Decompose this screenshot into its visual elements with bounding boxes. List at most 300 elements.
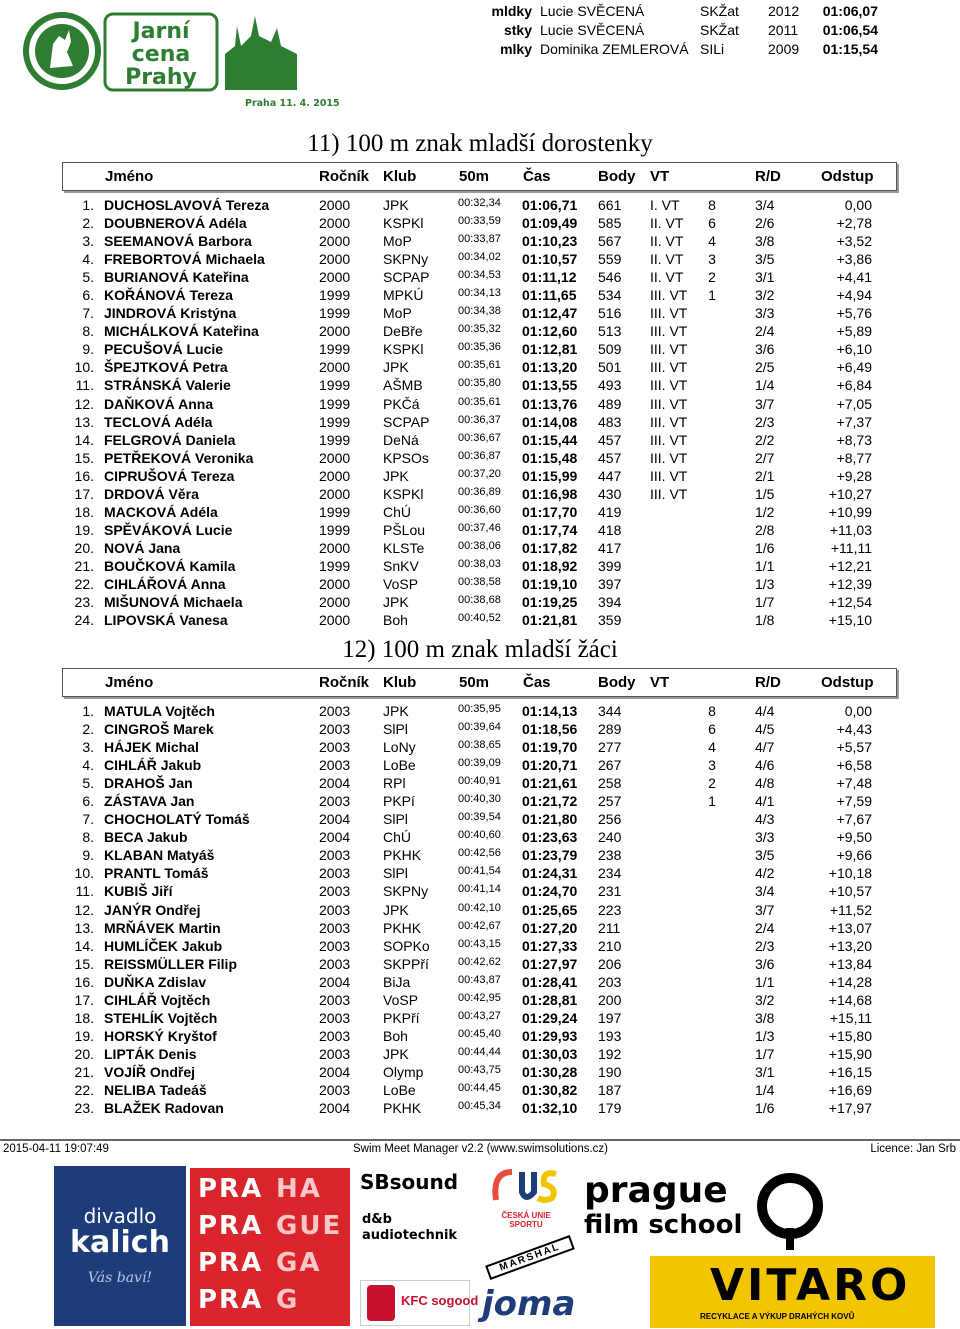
cell-split: 00:41,54: [458, 865, 501, 878]
cell-points: 559: [598, 251, 622, 268]
cell-vt: III. VT: [650, 395, 688, 412]
cell-diff: +10,18: [828, 865, 872, 882]
jarni-cena-prahy-logo: [15, 6, 340, 110]
cell-vt: III. VT: [650, 485, 688, 502]
cell-time: 01:16,98: [522, 485, 578, 502]
cell-points: 203: [598, 973, 622, 990]
cell-year: 1999: [319, 395, 351, 412]
cell-club: KPSOs: [383, 449, 429, 466]
cell-diff: +14,68: [828, 991, 872, 1008]
cell-heat: 3/4: [755, 197, 775, 213]
cell-points: 234: [598, 865, 622, 882]
cell-heat: 4/7: [755, 739, 775, 756]
cell-rank: 10.: [74, 865, 94, 882]
cell-split: 00:42,67: [458, 919, 501, 932]
cell-heat: 3/1: [755, 269, 775, 286]
cell-rank: 7.: [82, 305, 94, 322]
cell-split: 00:34,53: [458, 269, 501, 282]
col-diff: Odstup: [821, 168, 874, 185]
table-header: [62, 162, 897, 191]
cell-diff: +12,39: [828, 575, 872, 592]
cell-rank: 22.: [74, 575, 94, 592]
cell-time: 01:27,97: [522, 955, 578, 972]
cell-points: 258: [598, 775, 622, 792]
cell-rank: 21.: [74, 1063, 94, 1080]
cell-year: 1999: [319, 413, 351, 430]
cell-points: 193: [598, 1027, 622, 1044]
cell-name: MIŠUNOVÁ Michaela: [104, 594, 243, 611]
col-vt: VT: [650, 168, 670, 185]
cell-time: 01:13,20: [522, 359, 578, 376]
film-line1: prague: [584, 1170, 728, 1211]
cell-name: VOJÍŘ Ondřej: [104, 1063, 196, 1080]
cell-time: 01:14,08: [522, 413, 578, 430]
kalich-line1: divadlo: [83, 1204, 157, 1228]
cell-heat: 2/7: [755, 449, 775, 466]
cell-points: 240: [598, 829, 622, 846]
cell-year: 2000: [319, 215, 351, 232]
cell-points: 483: [598, 413, 622, 430]
cell-lane: 4: [708, 739, 716, 756]
cell-diff: +6,58: [836, 757, 872, 774]
cell-points: 546: [598, 269, 622, 286]
cell-rank: 6.: [82, 287, 94, 304]
cell-points: 211: [598, 919, 621, 936]
cell-heat: 3/2: [755, 287, 775, 304]
cell-club: JPK: [383, 467, 409, 484]
cell-name: MATULA Vojtěch: [104, 703, 215, 719]
cell-rank: 4.: [82, 251, 94, 268]
cell-club: SlPl: [383, 811, 408, 828]
cell-points: 418: [598, 521, 622, 538]
cell-split: 00:43,15: [458, 937, 501, 950]
cell-points: 223: [598, 901, 622, 918]
cell-points: 257: [598, 793, 622, 810]
cell-time: 01:19,25: [522, 594, 578, 611]
col-vt: VT: [650, 674, 670, 691]
cell-year: 1999: [319, 503, 351, 520]
cell-vt: III. VT: [650, 323, 688, 340]
cell-name: JANÝR Ondřej: [104, 901, 201, 918]
cell-club: PKPí: [383, 793, 415, 810]
praha-word: PRA: [198, 1211, 264, 1241]
cell-time: 01:24,70: [522, 883, 578, 900]
cell-heat: 3/5: [755, 847, 775, 864]
cell-name: DOUBNEROVÁ Adéla: [104, 215, 247, 232]
cell-name: MRŇÁVEK Martin: [104, 919, 221, 936]
vitaro-name: VITARO: [710, 1260, 911, 1311]
cell-diff: +7,59: [836, 793, 872, 810]
cell-split: 00:36,60: [458, 503, 501, 516]
cell-points: 206: [598, 955, 622, 972]
cell-diff: +9,28: [836, 467, 872, 484]
cell-year: 2000: [319, 539, 351, 556]
cell-split: 00:34,38: [458, 305, 501, 318]
cell-rank: 22.: [74, 1081, 94, 1098]
cell-diff: +12,54: [828, 594, 872, 611]
cell-split: 00:39,54: [458, 811, 501, 824]
cell-diff: +14,28: [828, 973, 872, 990]
cell-rank: 8.: [82, 829, 94, 846]
brand-line1: Jarní: [132, 19, 190, 44]
cell-name: BECA Jakub: [104, 829, 188, 846]
cell-heat: 1/7: [755, 1045, 775, 1062]
cell-heat: 3/8: [755, 233, 775, 250]
cell-points: 585: [598, 215, 622, 232]
cell-split: 00:40,91: [458, 775, 501, 788]
cell-split: 00:37,46: [458, 521, 501, 534]
cell-time: 01:32,10: [522, 1100, 578, 1117]
cell-diff: +5,57: [836, 739, 872, 756]
cell-split: 00:33,87: [458, 233, 501, 246]
col-split: 50m: [459, 168, 490, 185]
cell-rank: 24.: [74, 612, 94, 629]
kfc-text: KFC sogood: [401, 1293, 479, 1308]
cell-name: BURIANOVÁ Kateřina: [104, 269, 249, 286]
col-time: Čas: [523, 674, 551, 691]
cell-lane: 2: [708, 775, 716, 792]
cell-time: 01:15,44: [522, 431, 578, 448]
cell-name: HUMLÍČEK Jakub: [104, 937, 223, 954]
cell-points: 277: [598, 739, 622, 756]
results-list: [0, 702, 960, 1117]
cell-diff: +11,11: [830, 539, 872, 556]
cell-rank: 9.: [82, 341, 94, 358]
cell-heat: 3/5: [755, 251, 775, 268]
cell-rank: 4.: [82, 757, 94, 774]
col-name: Jméno: [105, 168, 154, 185]
cell-year: 2003: [319, 1027, 351, 1044]
cell-club: PKHK: [383, 1100, 422, 1117]
cell-year: 2003: [319, 919, 351, 936]
col-time: Čas: [523, 168, 551, 185]
cell-split: 00:39,64: [458, 721, 501, 734]
cell-heat: 1/3: [755, 1027, 775, 1044]
cell-heat: 3/4: [755, 883, 775, 900]
cell-club: MoP: [383, 233, 412, 250]
cell-diff: +12,21: [828, 557, 872, 574]
cell-rank: 16.: [74, 973, 94, 990]
cell-club: JPK: [383, 901, 409, 918]
cell-name: DUCHOSLAVOVÁ Tereza: [104, 197, 270, 213]
cell-name: NELIBA Tadeáš: [104, 1081, 207, 1098]
cell-year: 2003: [319, 1081, 351, 1098]
cell-club: SCPAP: [383, 413, 430, 430]
cell-club: JPK: [383, 1045, 409, 1062]
cell-points: 534: [598, 287, 622, 304]
cell-points: 397: [598, 575, 622, 592]
cell-year: 2000: [319, 197, 351, 213]
cell-diff: +13,07: [828, 919, 872, 936]
cell-club: KSPKl: [383, 215, 424, 232]
cell-heat: 2/2: [755, 431, 775, 448]
footer-timestamp: 2015-04-11 19:07:49: [3, 1143, 109, 1155]
cell-diff: +13,20: [828, 937, 872, 954]
cell-name: PECUŠOVÁ Lucie: [104, 341, 224, 358]
cell-time: 01:12,60: [522, 323, 578, 340]
cell-heat: 1/4: [755, 1081, 775, 1098]
cell-diff: +4,43: [836, 721, 872, 738]
cell-year: 2003: [319, 847, 351, 864]
cell-rank: 3.: [82, 739, 94, 756]
record-row: [470, 21, 910, 40]
record-row: [470, 40, 910, 59]
cell-name: MACKOVÁ Adéla: [104, 503, 218, 520]
sponsor-marshal-logo: [485, 1238, 575, 1278]
cell-points: 417: [598, 539, 622, 556]
cell-points: 344: [598, 703, 622, 719]
cell-year: 2000: [319, 449, 351, 466]
cell-name: PETŘEKOVÁ Veronika: [104, 449, 254, 466]
cell-diff: +5,76: [836, 305, 872, 322]
cell-split: 00:36,87: [458, 449, 501, 462]
cell-split: 00:34,13: [458, 287, 501, 300]
cell-name: BOUČKOVÁ Kamila: [104, 557, 236, 574]
praha-word: PRA: [198, 1174, 264, 1204]
cus-text: ČESKÁ UNIE SPORTU: [501, 1211, 551, 1229]
cell-heat: 2/5: [755, 359, 775, 376]
cell-year: 2003: [319, 1045, 351, 1062]
cell-points: 200: [598, 991, 622, 1008]
footer-licence: Licence: Jan Srb: [870, 1143, 956, 1155]
cell-vt: I. VT: [650, 197, 680, 213]
cell-diff: +3,86: [836, 251, 872, 268]
cell-diff: +2,78: [836, 215, 872, 232]
record-club: SILi: [700, 41, 725, 57]
cell-diff: +7,67: [836, 811, 872, 828]
cell-time: 01:10,57: [522, 251, 578, 268]
cell-year: 1999: [319, 341, 351, 358]
cell-time: 01:23,79: [522, 847, 578, 864]
cell-vt: II. VT: [650, 215, 684, 232]
cell-points: 267: [598, 757, 622, 774]
cell-split: 00:33,59: [458, 215, 501, 228]
cell-club: LoBe: [383, 1081, 416, 1098]
cell-diff: +15,90: [828, 1045, 872, 1062]
cell-time: 01:30,82: [522, 1081, 578, 1098]
cell-club: SCPAP: [383, 269, 430, 286]
film-line2: film school: [584, 1210, 743, 1240]
col-points: Body: [598, 168, 636, 185]
cell-split: 00:36,67: [458, 431, 501, 444]
cell-rank: 9.: [82, 847, 94, 864]
col-points: Body: [598, 674, 636, 691]
event-title: 12) 100 m znak mladší žáci: [342, 636, 618, 663]
cell-club: PKHK: [383, 919, 422, 936]
cell-year: 2000: [319, 251, 351, 268]
cell-rank: 11.: [75, 377, 94, 394]
cell-diff: +6,10: [836, 341, 872, 358]
record-year: 2011: [768, 22, 799, 38]
cell-rank: 16.: [74, 467, 94, 484]
cell-club: JPK: [383, 703, 409, 719]
cell-rank: 1.: [82, 197, 94, 213]
cell-points: 190: [598, 1063, 622, 1080]
cell-year: 2000: [319, 594, 351, 611]
cell-club: DeBře: [383, 323, 423, 340]
cell-points: 256: [598, 811, 622, 828]
cell-split: 00:38,03: [458, 557, 501, 570]
cell-split: 00:43,27: [458, 1009, 501, 1022]
cell-vt: III. VT: [650, 449, 688, 466]
cell-name: ZÁSTAVA Jan: [104, 793, 195, 810]
cell-split: 00:35,32: [458, 323, 501, 336]
record-time: 01:06,07: [822, 3, 878, 19]
cell-points: 513: [598, 323, 622, 340]
cell-vt: III. VT: [650, 287, 688, 304]
cell-name: CIPRUŠOVÁ Tereza: [104, 467, 235, 484]
cell-rank: 10.: [74, 359, 94, 376]
cell-year: 2000: [319, 612, 351, 629]
cell-heat: 4/4: [755, 703, 775, 719]
cell-name: SPĚVÁKOVÁ Lucie: [104, 521, 233, 538]
cell-club: KSPKl: [383, 341, 424, 358]
praha-word: GUE: [276, 1211, 343, 1241]
cell-rank: 20.: [74, 1045, 94, 1062]
cell-points: 289: [598, 721, 622, 738]
cell-year: 2003: [319, 739, 351, 756]
cell-heat: 1/2: [755, 503, 775, 520]
cell-time: 01:24,31: [522, 865, 578, 882]
record-name: Lucie SVĚCENÁ: [540, 3, 645, 19]
cell-lane: 8: [708, 703, 716, 719]
cell-diff: 0,00: [844, 197, 872, 213]
cell-time: 01:27,33: [522, 937, 578, 954]
cell-time: 01:30,03: [522, 1045, 578, 1062]
record-club: SKŽat: [700, 22, 739, 38]
kalich-line2: kalich: [70, 1225, 170, 1260]
cell-split: 00:41,14: [458, 883, 501, 896]
cell-diff: +7,48: [836, 775, 872, 792]
cell-club: VoSP: [383, 991, 419, 1008]
cell-heat: 3/8: [755, 1009, 775, 1026]
cell-club: LoBe: [383, 757, 416, 774]
footer-software: Swim Meet Manager v2.2 (www.swimsolutions.cz): [353, 1143, 608, 1155]
cell-time: 01:15,48: [522, 449, 578, 466]
cell-year: 2000: [319, 467, 351, 484]
cell-lane: 2: [708, 269, 716, 286]
cell-club: DeNá: [383, 431, 419, 448]
cell-lane: 1: [708, 287, 716, 304]
cell-year: 2004: [319, 829, 351, 846]
cell-heat: 2/4: [755, 919, 775, 936]
cell-club: AŠMB: [383, 377, 423, 394]
cell-club: JPK: [383, 197, 409, 213]
cell-name: CIHLÁŘ Jakub: [104, 757, 202, 774]
cell-rank: 14.: [74, 431, 94, 448]
cell-points: 179: [598, 1100, 622, 1117]
sponsor-reel-icon: [756, 1172, 830, 1252]
col-rd: R/D: [755, 674, 781, 691]
cell-diff: +10,99: [828, 503, 872, 520]
cell-year: 2003: [319, 865, 351, 882]
cell-rank: 18.: [74, 503, 94, 520]
cell-club: PŠLou: [383, 521, 426, 538]
cell-year: 2004: [319, 1100, 351, 1117]
cell-lane: 3: [708, 251, 716, 268]
marshal-text: MARSHAL: [485, 1235, 575, 1280]
cell-lane: 4: [708, 233, 716, 250]
cell-name: TECLOVÁ Adéla: [104, 413, 213, 430]
cell-split: 00:42,10: [458, 901, 501, 914]
cell-name: BLAŽEK Radovan: [104, 1100, 224, 1117]
cell-year: 2003: [319, 883, 351, 900]
cell-name: NOVÁ Jana: [104, 539, 181, 556]
record-year: 2012: [768, 3, 800, 19]
cell-time: 01:09,49: [522, 215, 578, 232]
cell-points: 447: [598, 467, 622, 484]
cell-split: 00:39,09: [458, 757, 501, 770]
cell-name: CIHLÁŘOVÁ Anna: [104, 575, 226, 592]
cell-diff: +6,84: [836, 377, 872, 394]
cell-split: 00:35,95: [458, 703, 501, 715]
cell-vt: II. VT: [650, 251, 684, 268]
cell-vt: II. VT: [650, 269, 684, 286]
cell-name: FREBORTOVÁ Michaela: [104, 251, 265, 268]
cell-year: 2000: [319, 575, 351, 592]
cell-split: 00:36,37: [458, 413, 501, 426]
cell-club: JPK: [383, 359, 409, 376]
cell-split: 00:37,20: [458, 467, 501, 480]
cell-club: VoSP: [383, 575, 419, 592]
cell-time: 01:12,47: [522, 305, 578, 322]
cell-club: RPl: [383, 775, 406, 792]
results-list: [0, 196, 960, 629]
cell-rank: 7.: [82, 811, 94, 828]
cell-diff: +13,84: [828, 955, 872, 972]
cell-heat: 3/3: [755, 829, 775, 846]
cell-club: LoNy: [383, 739, 416, 756]
cell-split: 00:44,45: [458, 1081, 501, 1094]
cell-points: 501: [598, 359, 622, 376]
col-club: Klub: [383, 168, 417, 185]
cell-time: 01:14,13: [522, 703, 578, 719]
cell-heat: 4/3: [755, 811, 775, 828]
praha-word: PRA: [198, 1285, 264, 1315]
cell-club: Olymp: [383, 1063, 424, 1080]
cell-name: PRANTL Tomáš: [104, 865, 209, 882]
cell-club: SnKV: [383, 557, 419, 574]
cell-diff: +11,52: [829, 901, 872, 918]
cell-name: STEHLÍK Vojtěch: [104, 1009, 218, 1026]
cell-name: KUBIŠ Jiří: [104, 883, 173, 900]
cell-club: PKHK: [383, 847, 422, 864]
cell-diff: +8,77: [836, 449, 872, 466]
cell-diff: +10,57: [828, 883, 872, 900]
cell-time: 01:18,56: [522, 721, 578, 738]
cell-name: STRÁNSKÁ Valerie: [104, 377, 231, 394]
cell-heat: 2/8: [755, 521, 775, 538]
cell-rank: 19.: [74, 521, 94, 538]
cell-rank: 5.: [82, 269, 94, 286]
cell-diff: +10,27: [828, 485, 872, 502]
cell-name: DRDOVÁ Věra: [104, 485, 199, 502]
cell-time: 01:21,81: [522, 612, 578, 629]
cell-points: 210: [598, 937, 622, 954]
praha-word: GA: [276, 1248, 322, 1278]
record-name: Dominika ZEMLEROVÁ: [540, 41, 689, 57]
cell-time: 01:29,93: [522, 1027, 578, 1044]
record-category: mldky: [491, 3, 532, 19]
cell-name: LIPTÁK Denis: [104, 1045, 197, 1062]
cell-diff: +15,11: [829, 1009, 872, 1026]
cell-split: 00:35,61: [458, 359, 501, 372]
cell-time: 01:20,71: [522, 757, 578, 774]
cell-year: 1999: [319, 305, 351, 322]
cell-diff: +11,03: [829, 521, 872, 538]
sponsor-sbsound-logo: SBsound: [360, 1170, 459, 1194]
brand-line2: cena: [131, 42, 191, 67]
